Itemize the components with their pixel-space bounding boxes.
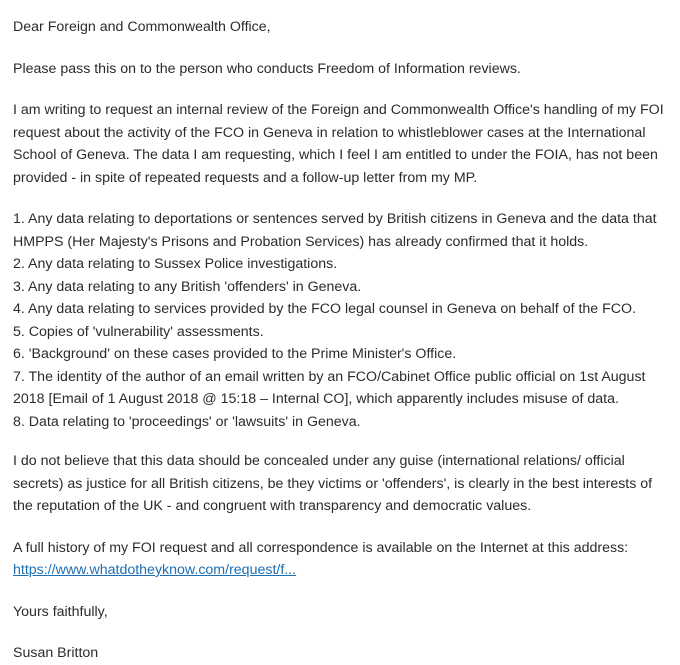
list-item: 2. Any data relating to Sussex Police investigations. <box>13 256 338 272</box>
history-text: A full history of my FOI request and all correspondence is available on the Internet at this address: <box>13 539 629 556</box>
list-item: 3. Any data relating to any British 'offenders' in Geneva. <box>13 278 362 295</box>
signature: Susan Britton <box>13 645 99 661</box>
request-paragraph: I am writing to request an internal review of the Foreign and Commonwealth Office's handling of my FOI request about the activity of the FCO in Geneva in relation to whistleblower cases at the International School of Geneva. The data I am requesting, which I feel I am entitled to under the FOIA, has not been provided - in spite of repeated requests and a follow-up letter from my MP. <box>13 102 664 186</box>
intro-paragraph: Please pass this on to the person who conducts Freedom of Information reviews. <box>13 60 521 77</box>
request-history-link[interactable]: https://www.whatdotheyknow.com/request/f... <box>13 562 297 578</box>
list-item: 1. Any data relating to deportations or sentences served by British citizens in Geneva and the data that HMPPS (Her Majesty's Prisons and Probation Services) has already confirmed that it holds. <box>13 211 657 250</box>
list-item: 5. Copies of 'vulnerability' assessments. <box>13 323 264 340</box>
history-paragraph <box>13 537 672 582</box>
list-item: 7. The identity of the author of an email written by an FCO/Cabinet Office public official on 1st August 2018 [Email of 1 August 2018 @ 15:18 – Internal CO], which apparently includes misuse of data. <box>13 368 646 407</box>
request-items-list <box>13 208 672 433</box>
closing: Yours faithfully, <box>13 603 108 620</box>
salutation: Dear Foreign and Commonwealth Office, <box>13 19 271 35</box>
list-item: 4. Any data relating to services provided by the FCO legal counsel in Geneva on behalf of the FCO. <box>13 301 637 317</box>
list-item: 8. Data relating to 'proceedings' or 'lawsuits' in Geneva. <box>13 413 361 430</box>
justification-paragraph: I do not believe that this data should be concealed under any guise (international relations/ official secrets) as justice for all British citizens, be they victims or 'offenders', is clearly in the best interests of the reputation of the UK - and congruent with transparency and democratic values. <box>13 453 653 514</box>
list-item: 6. 'Background' on these cases provided to the Prime Minister's Office. <box>13 346 457 362</box>
